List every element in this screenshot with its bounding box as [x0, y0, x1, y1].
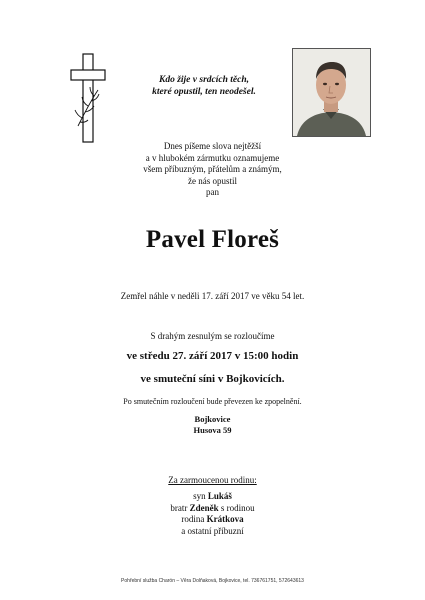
- farewell-intro: S drahým zesnulým se rozloučíme: [150, 331, 275, 341]
- quote-line: Kdo žije v srdcích těch,: [159, 75, 249, 85]
- relation: a ostatní příbuzní: [181, 525, 244, 536]
- member-name: Zdeněk: [189, 502, 219, 513]
- footer-text: Pohřební služba Charón – Věra Dolňaková, Bojkovice, tel. 736761751, 572643613: [121, 578, 304, 584]
- intro-line: všem příbuzným, přátelům a známým,: [143, 164, 282, 175]
- relation: bratr: [170, 502, 190, 513]
- quote: [128, 74, 280, 98]
- relation-suffix: s rodinou: [218, 502, 255, 513]
- ceremony-date: ve středu 27. září 2017 v 15:00 hodin: [126, 350, 299, 362]
- address-line: Bojkovice: [194, 414, 231, 424]
- address-line: Husova 59: [193, 424, 232, 435]
- quote-line: které opustil, ten neodešel.: [152, 87, 256, 97]
- member-name: Lukáš: [207, 491, 232, 501]
- address: [0, 414, 425, 436]
- family-member: [0, 491, 425, 503]
- member-name: Krátkova: [206, 514, 244, 525]
- family-list: [0, 491, 425, 537]
- family-member: [0, 514, 425, 526]
- relation: syn: [193, 491, 208, 501]
- family-member: [0, 503, 425, 515]
- intro-line: že nás opustil: [188, 175, 237, 186]
- portrait-photo: [292, 48, 371, 137]
- family-heading: Za zarmoucenou rodinu:: [168, 475, 257, 485]
- death-notice: Zemřel náhle v neděli 17. září 2017 ve věku 54 let.: [120, 291, 305, 301]
- intro-line: pan: [206, 187, 219, 198]
- intro-line: Dnes píšeme slova nejtěžší: [163, 141, 262, 151]
- intro-line: a v hlubokém zármutku oznamujeme: [145, 152, 280, 163]
- cremation-note: Po smutečním rozloučení bude převezen ke zpopelnění.: [123, 397, 302, 406]
- deceased-name: Pavel Floreš: [145, 226, 280, 253]
- relation: rodina: [181, 514, 207, 525]
- intro-text: [0, 141, 425, 199]
- family-member: [0, 526, 425, 538]
- cross-icon: [68, 52, 108, 144]
- ceremony-place: ve smuteční síni v Bojkovicích.: [140, 373, 285, 385]
